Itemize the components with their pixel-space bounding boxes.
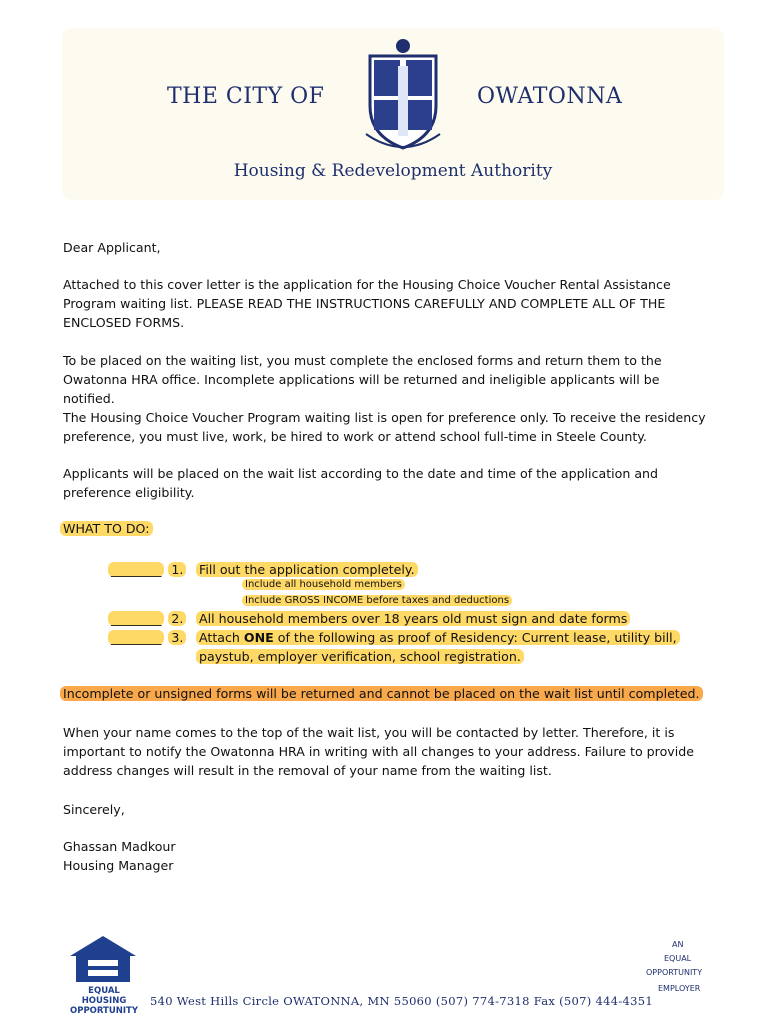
equal-opportunity-employer-logo: AN EQUAL OPPORTUNITY EMPLOYER	[646, 940, 703, 993]
paragraph-wait-list-order: Applicants will be placed on the wait list according to the date and time of the application and preference eligibility.	[63, 466, 659, 500]
city-seal-icon	[360, 36, 446, 154]
step-2-text: All household members over 18 years old must sign and date forms	[196, 610, 630, 628]
what-to-do-heading: WHAT TO DO:	[60, 520, 153, 538]
paragraph-contact: When your name comes to the top of the wait list, you will be contacted by letter. Therefore, it is important to notify the Owatonna HRA in writing with all changes to your address. Failure to provide address changes will result in the removal of your name from the waiting list.	[63, 725, 694, 778]
letterhead	[62, 28, 724, 200]
paragraph-waiting-list: To be placed on the waiting list, you must complete the enclosed forms and return them to the Owatonna HRA office. Incomplete applications will be returned and ineligible applicants will be notified.	[63, 353, 662, 406]
step-3-text-line2: paystub, employer verification, school registration.	[196, 648, 524, 666]
letterhead-city-name: OWATONNA	[477, 84, 623, 109]
equal-housing-text: EQUAL HOUSING OPPORTUNITY	[69, 986, 138, 1016]
step-3-text: Attach ONE of the following as proof of Residency: Current lease, utility bill,	[196, 629, 680, 647]
signer-title: Housing Manager	[63, 858, 174, 873]
letterhead-city-prefix: THE CITY OF	[167, 84, 325, 109]
step-1-blank: ________ 1.	[108, 561, 186, 579]
step-1-text: Fill out the application completely.	[196, 561, 418, 579]
signer-name: Ghassan Madkour	[63, 839, 176, 854]
salutation: Dear Applicant,	[63, 240, 161, 255]
footer-address: 540 West Hills Circle OWATONNA, MN 55060 (507) 774-7318 Fax (507) 444-4351	[150, 994, 653, 1008]
warning-banner: Incomplete or unsigned forms will be returned and cannot be placed on the wait list until completed.	[60, 685, 703, 703]
sub-item-household: Include all household members	[242, 578, 405, 592]
letterhead-authority: Housing & Redevelopment Authority	[233, 161, 553, 181]
paragraph-preference: The Housing Choice Voucher Program waiting list is open for preference only. To receive the residency preference, you must live, work, be hired to work or attend school full-time in Steele County.	[63, 410, 706, 444]
step-2-blank: ________ 2.	[108, 610, 186, 628]
sub-item-income: Include GROSS INCOME before taxes and deductions	[242, 594, 512, 608]
closing: Sincerely,	[63, 802, 125, 817]
step-3-blank: ________ 3.	[108, 629, 186, 647]
paragraph-application: Attached to this cover letter is the application for the Housing Choice Voucher Rental Assistance Program waiting list. PLEASE READ THE INSTRUCTIONS CAREFULLY AND COMPLETE ALL OF THE ENCLOSED FORMS.	[63, 277, 671, 330]
